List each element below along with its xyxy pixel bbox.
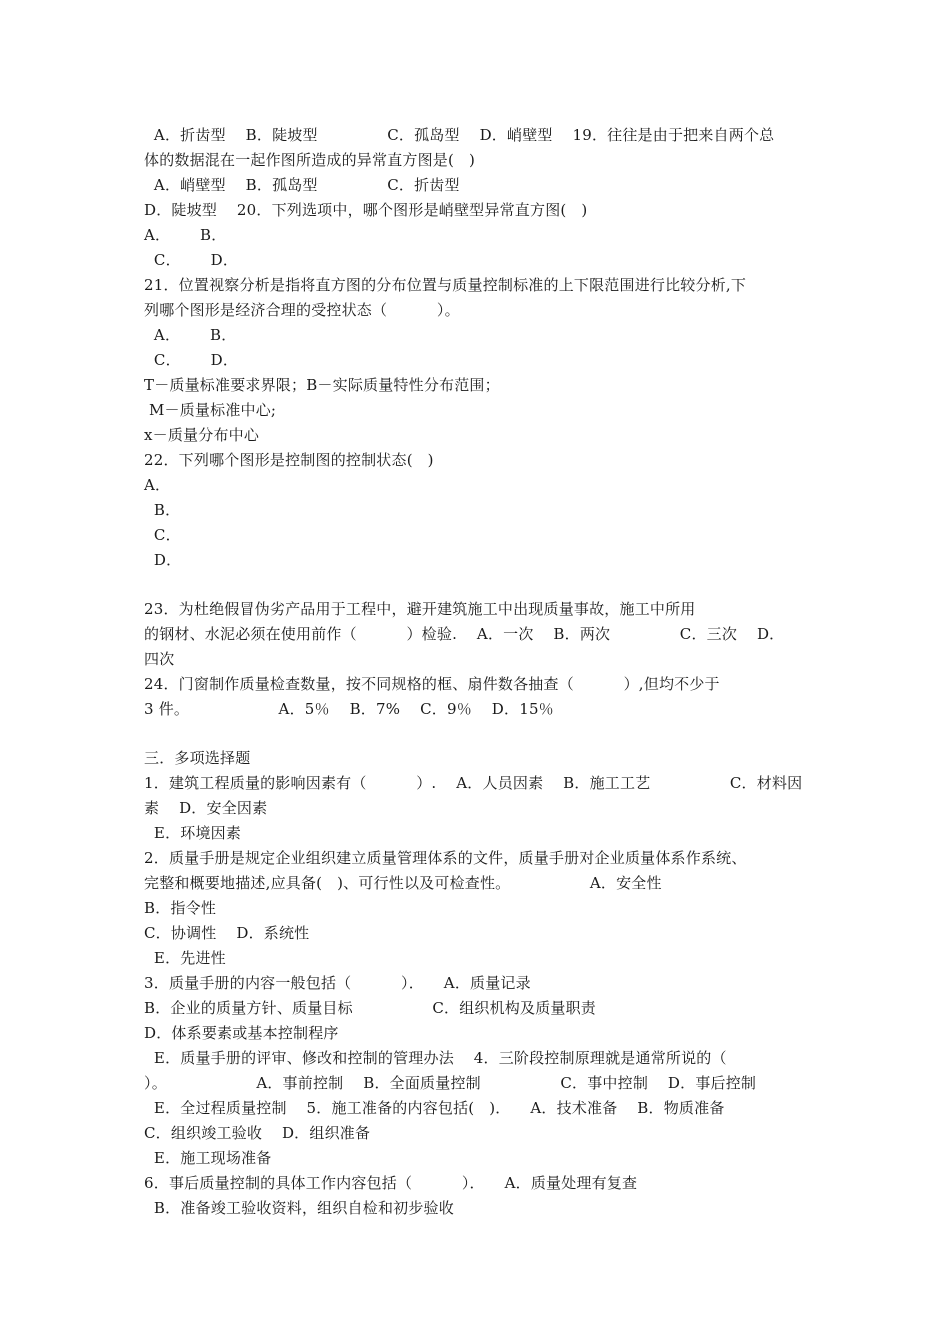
- text-line: E．先进性: [144, 949, 226, 967]
- text-line: 的钢材、水泥必须在使用前作（ ）检验. A．一次 B．两次 C．三次 D．: [144, 625, 785, 643]
- text-line: C． D．: [144, 251, 239, 269]
- text-line: E．环境因素: [144, 824, 242, 842]
- text-line: C．: [144, 526, 181, 544]
- text-line: E．施工现场准备: [144, 1149, 272, 1167]
- text-line: A．: [144, 476, 171, 494]
- text-line: 素 D．安全因素: [144, 799, 268, 817]
- text-line: D．: [144, 551, 182, 569]
- text-line: A．折齿型 B．陡坡型 C．孤岛型 D．峭壁型 19．往往是由于把来自两个总: [144, 126, 775, 144]
- text-line: B．: [144, 501, 181, 519]
- text-line: C．协调性 D．系统性: [144, 924, 310, 942]
- text-line: D．陡坡型 20．下列选项中，哪个图形是峭壁型异常直方图( ): [144, 201, 588, 219]
- text-line: E．质量手册的评审、修改和控制的管理办法 4．三阶段控制原理就是通常所说的（: [144, 1049, 727, 1067]
- text-line: x－质量分布中心: [144, 426, 260, 444]
- text-line: 24．门窗制作质量检查数量，按不同规格的框、扇件数各抽查（ ）,但均不少于: [144, 675, 720, 693]
- text-line: T－质量标准要求界限；B－实际质量特性分布范围；: [144, 376, 500, 394]
- text-line: B．企业的质量方针、质量目标 C．组织机构及质量职责: [144, 999, 596, 1017]
- text-line: A． B．: [144, 226, 227, 244]
- text-line: 6．事后质量控制的具体工作内容包括（ ）． A．质量处理有复查: [144, 1174, 638, 1192]
- text-line: 体的数据混在一起作图所造成的异常直方图是( ): [144, 151, 476, 169]
- text-line: B．准备竣工验收资料，组织自检和初步验收: [144, 1199, 454, 1217]
- text-line: 1．建筑工程质量的影响因素有（ ）. A．人员因素 B．施工工艺 C．材料因: [144, 774, 803, 792]
- text-line: C． D．: [144, 351, 239, 369]
- text-line: 3 件。 A．5％ B．7% C．9％ D．15％: [144, 700, 554, 718]
- text-line: 完整和概要地描述,应具备( )、可行性以及可检查性。 A．安全性: [144, 874, 662, 892]
- text-line: 23．为杜绝假冒伪劣产品用于工程中，避开建筑施工中出现质量事故，施工中所用: [144, 600, 696, 618]
- text-line: 2．质量手册是规定企业组织建立质量管理体系的文件，质量手册对企业质量体系作系统、: [144, 849, 747, 867]
- text-line: 22．下列哪个图形是控制图的控制状态( ): [144, 451, 434, 469]
- text-line: C．组织竣工验收 D．组织准备: [144, 1124, 371, 1142]
- text-line: 21．位置视察分析是指将直方图的分布位置与质量控制标准的上下限范围进行比较分析,下: [144, 276, 747, 294]
- text-line: 四次: [144, 650, 175, 668]
- text-line: M－质量标准中心;: [144, 401, 277, 419]
- text-line: 列哪个图形是经济合理的受控状态（ ）。: [144, 301, 460, 319]
- text-line: A． B．: [144, 326, 237, 344]
- text-line: D．体系要素或基本控制程序: [144, 1024, 339, 1042]
- text-line: ）。 A．事前控制 B．全面质量控制 C．事中控制 D．事后控制: [144, 1074, 757, 1092]
- text-line: B．指令性: [144, 899, 217, 917]
- text-line: E．全过程质量控制 5．施工准备的内容包括( )． A．技术准备 B．物质准备: [144, 1099, 725, 1117]
- section-heading: 三．多项选择题: [144, 749, 251, 767]
- text-line: A．峭壁型 B．孤岛型 C．折齿型: [144, 176, 460, 194]
- text-line: 3．质量手册的内容一般包括（ ）． A．质量记录: [144, 974, 531, 992]
